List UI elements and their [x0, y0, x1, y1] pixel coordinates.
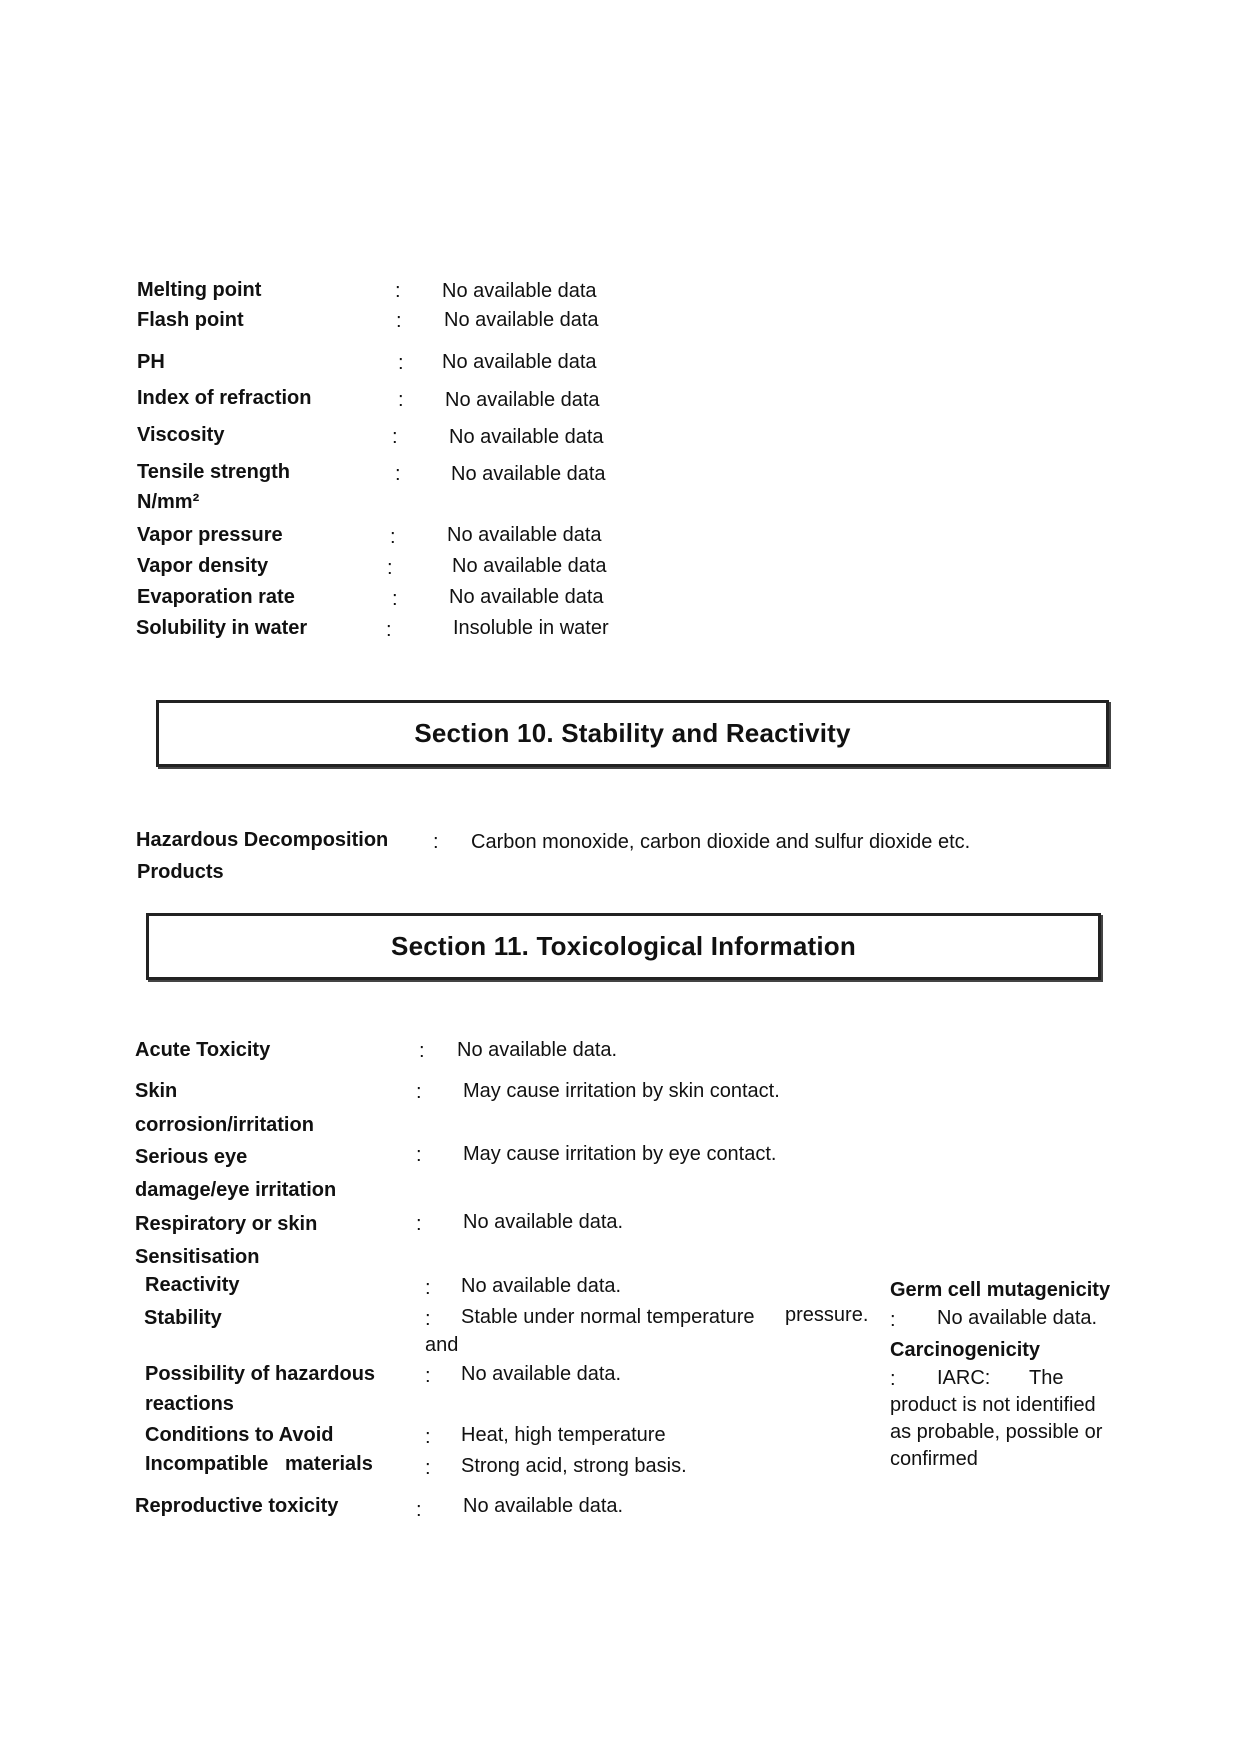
separator: :: [416, 1144, 422, 1166]
section-11-title: Section 11. Toxicological Information: [391, 931, 856, 961]
field-label: Skin: [135, 1080, 178, 1102]
property-label: Viscosity: [137, 424, 225, 446]
separator: :: [890, 1309, 896, 1331]
carcinogenicity-text: as probable, possible or: [890, 1421, 1103, 1443]
germ-cell-value: No available data.: [937, 1307, 1098, 1329]
field-value-continuation: and: [425, 1334, 459, 1356]
field-value: No available data.: [457, 1039, 618, 1061]
field-value: May cause irritation by skin contact.: [463, 1080, 780, 1102]
property-value: No available data: [449, 426, 604, 448]
field-label: Stability: [144, 1307, 222, 1329]
property-value: No available data: [449, 586, 604, 608]
field-value: Carbon monoxide, carbon dioxide and sulfur dioxide etc.: [471, 831, 971, 853]
property-value: No available data: [451, 463, 606, 485]
carcinogenicity-text: product is not identified: [890, 1394, 1096, 1416]
property-value: No available data: [447, 524, 602, 546]
carcinogenicity-text: The: [1029, 1367, 1064, 1389]
carcinogenicity-title: Carcinogenicity: [890, 1339, 1041, 1361]
separator: :: [419, 1040, 425, 1062]
section-11-header: [146, 913, 1101, 980]
field-value: No available data.: [461, 1275, 622, 1297]
field-value: No available data.: [463, 1211, 624, 1233]
property-label: Melting point: [137, 279, 262, 301]
property-label: Tensile strength: [137, 461, 290, 483]
field-label: Acute Toxicity: [135, 1039, 271, 1061]
property-label: Evaporation rate: [137, 586, 295, 608]
separator: :: [425, 1277, 431, 1299]
field-label: Reproductive toxicity: [135, 1495, 339, 1517]
field-label: Incompatible materials: [145, 1453, 373, 1475]
field-label-line2: corrosion/irritation: [135, 1114, 314, 1136]
property-value: Insoluble in water: [453, 617, 609, 639]
separator: :: [425, 1365, 431, 1387]
field-label: Respiratory or skin: [135, 1213, 318, 1235]
separator: :: [398, 352, 404, 374]
property-value: No available data: [444, 309, 599, 331]
property-label: Solubility in water: [136, 617, 308, 639]
property-label: PH: [137, 351, 165, 373]
separator: :: [398, 389, 404, 411]
separator: :: [425, 1426, 431, 1448]
separator: :: [395, 280, 401, 302]
field-value: No available data.: [461, 1363, 622, 1385]
separator: :: [433, 831, 439, 853]
separator: :: [392, 588, 398, 610]
field-label-line2: Products: [137, 861, 224, 883]
separator: :: [390, 526, 396, 548]
separator: :: [890, 1368, 896, 1390]
property-value: No available data: [452, 555, 607, 577]
carcinogenicity-text: IARC:: [937, 1367, 991, 1389]
field-label: Serious eye: [135, 1146, 248, 1168]
field-value: No available data.: [463, 1495, 624, 1517]
field-value: May cause irritation by eye contact.: [463, 1143, 777, 1165]
property-value: No available data: [442, 351, 597, 373]
germ-cell-title: Germ cell mutagenicity: [890, 1279, 1111, 1301]
separator: :: [387, 557, 393, 579]
field-label: Hazardous Decomposition: [136, 829, 389, 851]
carcinogenicity-text: confirmed: [890, 1448, 978, 1470]
separator: :: [416, 1499, 422, 1521]
field-label: Conditions to Avoid: [145, 1424, 334, 1446]
field-value: Heat, high temperature: [461, 1424, 666, 1446]
field-value: Strong acid, strong basis.: [461, 1455, 687, 1477]
section-10-title: Section 10. Stability and Reactivity: [414, 718, 851, 748]
section-10-header: [156, 700, 1109, 767]
separator: :: [395, 463, 401, 485]
field-label: Possibility of hazardous: [145, 1363, 376, 1385]
separator: :: [392, 426, 398, 448]
property-value: No available data: [442, 280, 597, 302]
property-label: Index of refraction: [137, 387, 312, 409]
field-label-line2: Sensitisation: [135, 1246, 260, 1268]
field-value-extra: pressure.: [785, 1304, 869, 1326]
field-value: Stable under normal temperature: [461, 1306, 755, 1328]
field-label-line2: damage/eye irritation: [135, 1179, 337, 1201]
separator: :: [386, 619, 392, 641]
separator: :: [416, 1081, 422, 1103]
separator: :: [396, 310, 402, 332]
separator: :: [425, 1308, 431, 1330]
property-label-line2: N/mm²: [137, 491, 200, 513]
field-label: Reactivity: [145, 1274, 240, 1296]
separator: :: [425, 1457, 431, 1479]
field-label-line2: reactions: [145, 1393, 234, 1415]
property-label: Flash point: [137, 309, 244, 331]
separator: :: [416, 1213, 422, 1235]
property-label: Vapor density: [137, 555, 269, 577]
property-label: Vapor pressure: [137, 524, 283, 546]
property-value: No available data: [445, 389, 600, 411]
